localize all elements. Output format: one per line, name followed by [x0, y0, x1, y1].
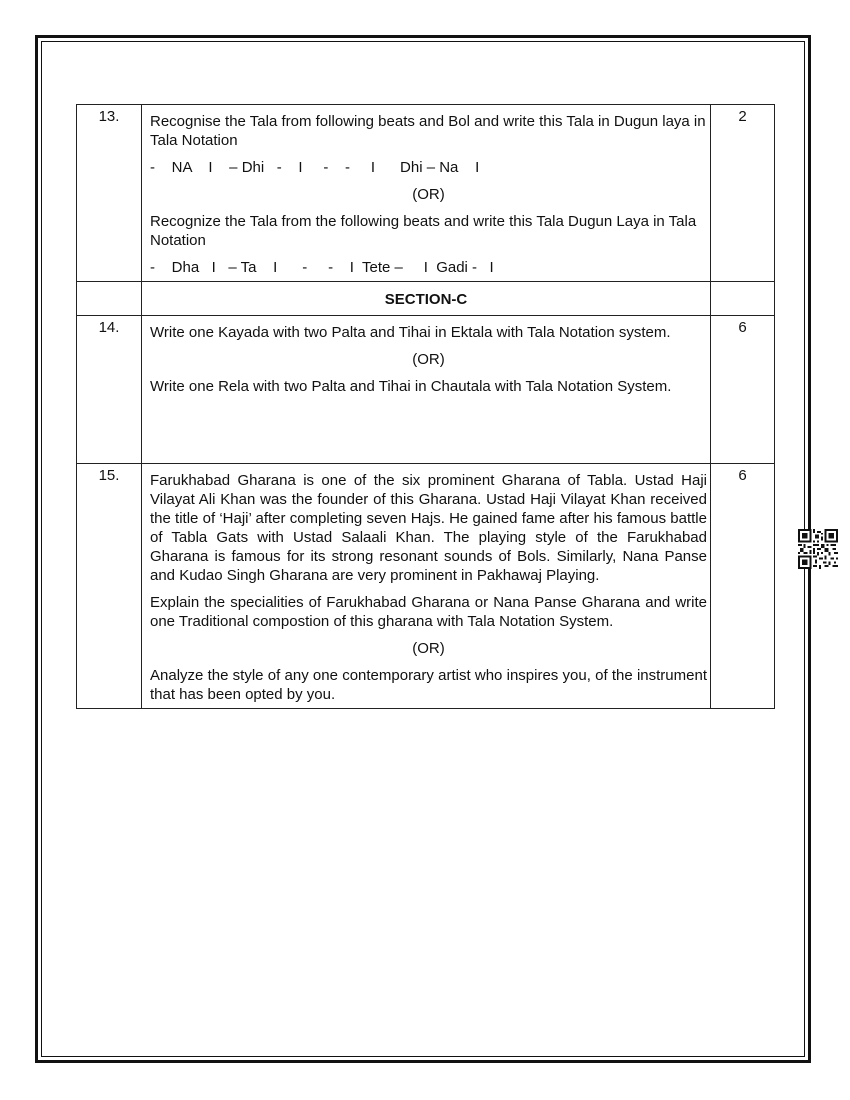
qr-code-icon	[798, 529, 838, 569]
question-body	[142, 464, 711, 709]
question-text: Recognise the Tala from following beats and Bol and write this Tala in Dugun laya in Tala Notation	[150, 113, 706, 149]
question-text-alternative: Write one Rela with two Palta and Tihai in Chautala with Tala Notation System.	[150, 378, 672, 395]
question-marks: 2	[711, 105, 775, 282]
section-heading: SECTION-C	[142, 282, 711, 316]
or-separator: (OR)	[412, 186, 445, 203]
question-passage: Farukhabad Gharana is one of the six prominent Gharana of Tabla. Ustad Haji Vilayat Ali Khan was the founder of this Gharana. Ustad Haji Vilayat Khan received the title of ‘Haji’ after completing seven Hajs. He gained fame after his famous battle of Tabla Gats with Ustad Salaali Khan. The playing style of the Farukhabad Gharana is famous for its strong resonant sounds of Bols. Similarly, Nana Panse and Kudao Singh Gharana are very prominent in Pakhawaj Playing.	[150, 472, 707, 584]
question-row-15	[77, 464, 775, 709]
question-text: Explain the specialities of Farukhabad Gharana or Nana Panse Gharana and write one Traditional compostion of this gharana with Tala Notation System.	[150, 594, 707, 630]
section-marks-cell	[711, 282, 775, 316]
question-number: 14.	[77, 316, 142, 464]
or-separator: (OR)	[412, 640, 445, 657]
question-marks: 6	[711, 464, 775, 709]
section-number-cell	[77, 282, 142, 316]
question-table	[76, 104, 775, 709]
beats-line-alternative: - Dha I – Ta I - - I Tete – I Gadi - I	[150, 259, 494, 276]
beats-line: - NA I – Dhi - I - - I Dhi – Na I	[150, 159, 480, 176]
question-body	[142, 316, 711, 464]
question-text-alternative: Recognize the Tala from the following beats and write this Tala Dugun Laya in Tala Notation	[150, 213, 697, 249]
question-text: Write one Kayada with two Palta and Tihai in Ektala with Tala Notation system.	[150, 324, 671, 341]
question-number: 15.	[77, 464, 142, 709]
question-row-14	[77, 316, 775, 464]
or-separator: (OR)	[412, 351, 445, 368]
question-text-alternative: Analyze the style of any one contemporary artist who inspires you, of the instrument that has been opted by you.	[150, 667, 707, 703]
question-marks: 6	[711, 316, 775, 464]
question-row-13	[77, 105, 775, 282]
section-row	[77, 282, 775, 316]
question-body	[142, 105, 711, 282]
question-number: 13.	[77, 105, 142, 282]
